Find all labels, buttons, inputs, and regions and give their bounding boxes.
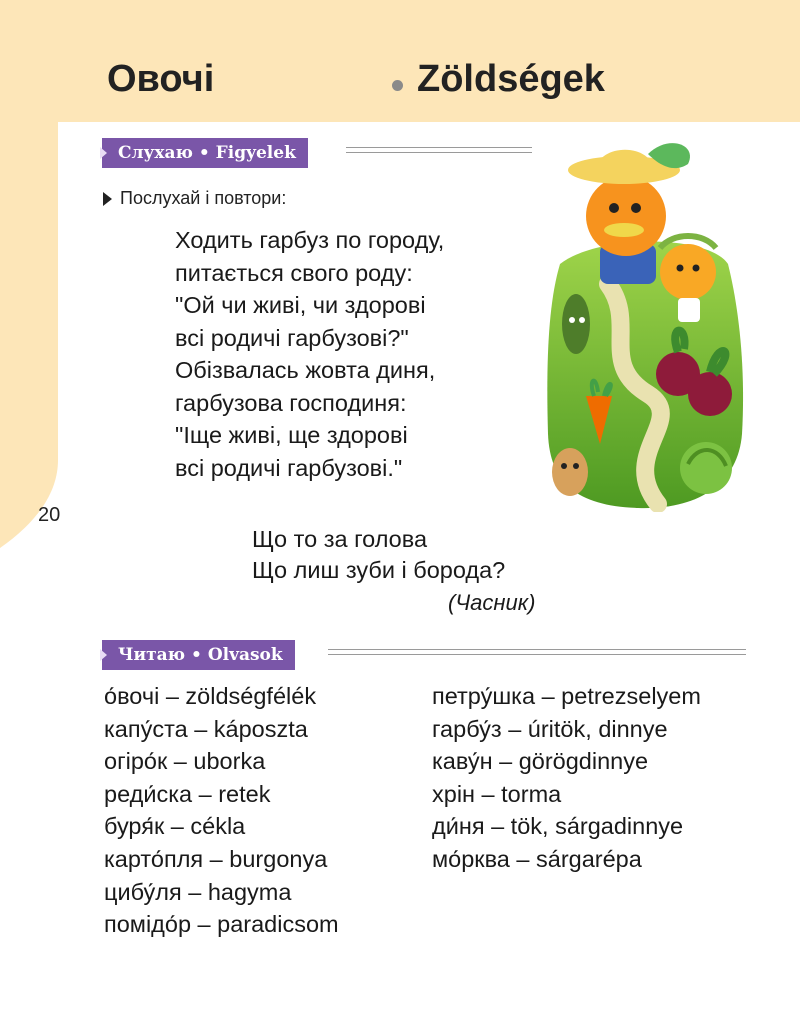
tag-arrow-icon <box>100 147 107 159</box>
read-section-rule <box>328 649 746 660</box>
vocab-item: ди́ня – tök, sárgadinnye <box>432 813 684 840</box>
poem-line: "Ой чи живі, чи здорові <box>175 292 426 318</box>
read-section-label-box <box>102 640 295 670</box>
page-title-hungarian: Zöldségek <box>417 58 605 100</box>
vegetable-garden-illustration <box>538 134 748 512</box>
read-section-tag <box>102 640 295 670</box>
listen-section-label: Слухаю • Figyelek <box>118 143 296 163</box>
tag-arrow-icon <box>100 649 107 661</box>
page-number: 20 <box>38 504 61 526</box>
listen-section-tag <box>102 138 308 168</box>
poem-line: всі родичі гарбузові." <box>175 454 403 481</box>
vocab-item: карто́пля – burgonya <box>104 845 328 872</box>
poem-line: гарбузова господиня: <box>175 389 407 416</box>
vocab-item: помідо́р – paradicsom <box>104 911 339 938</box>
read-section-label: Читаю • Olvasok <box>118 645 283 665</box>
poem-line: питається свого роду: <box>175 259 413 286</box>
title-separator-dot <box>392 80 403 91</box>
listen-section-rule <box>346 147 532 158</box>
instruction-text: Послухай і повтори: <box>120 188 287 208</box>
poem-line: Обізвалась жовта диня, <box>175 357 436 383</box>
vocab-item: капу́ста – káposzta <box>104 715 308 742</box>
page-title-ukrainian: Овочі <box>107 58 215 100</box>
vocab-item: реди́ска – retek <box>104 780 271 807</box>
vocabulary-list-left <box>104 680 339 941</box>
riddle <box>252 524 505 586</box>
riddle-answer: (Часник) <box>448 590 536 615</box>
vocab-item: о́вочі – zöldségfélék <box>104 683 317 709</box>
vocab-item: огіро́к – uborka <box>104 748 266 775</box>
vocab-item: каву́н – görögdinnye <box>432 748 649 775</box>
bullet-triangle-icon <box>103 192 112 206</box>
vocab-item: гарбу́з – úritök, dinnye <box>432 715 668 742</box>
poem-line: Ходить гарбуз по городу, <box>175 227 445 253</box>
vocab-item: мо́рква – sárgarépa <box>432 845 642 872</box>
listen-section-label-box <box>102 138 308 168</box>
listen-instruction <box>103 188 286 209</box>
poem-line: "Іще живі, ще здорові <box>175 422 408 448</box>
poem <box>175 224 444 484</box>
riddle-line: Що то за голова <box>252 526 428 552</box>
vocab-item: цибу́ля – hagyma <box>104 878 292 905</box>
vocabulary-list-right <box>432 680 701 876</box>
riddle-line: Що лиш зуби і борода? <box>252 557 506 583</box>
poem-line: всі родичі гарбузові?" <box>175 324 409 351</box>
vocab-item: петру́шка – petrezselyem <box>432 683 701 709</box>
vocab-item: буря́к – cékla <box>104 813 246 840</box>
vocab-item: хрін – torma <box>432 780 562 807</box>
